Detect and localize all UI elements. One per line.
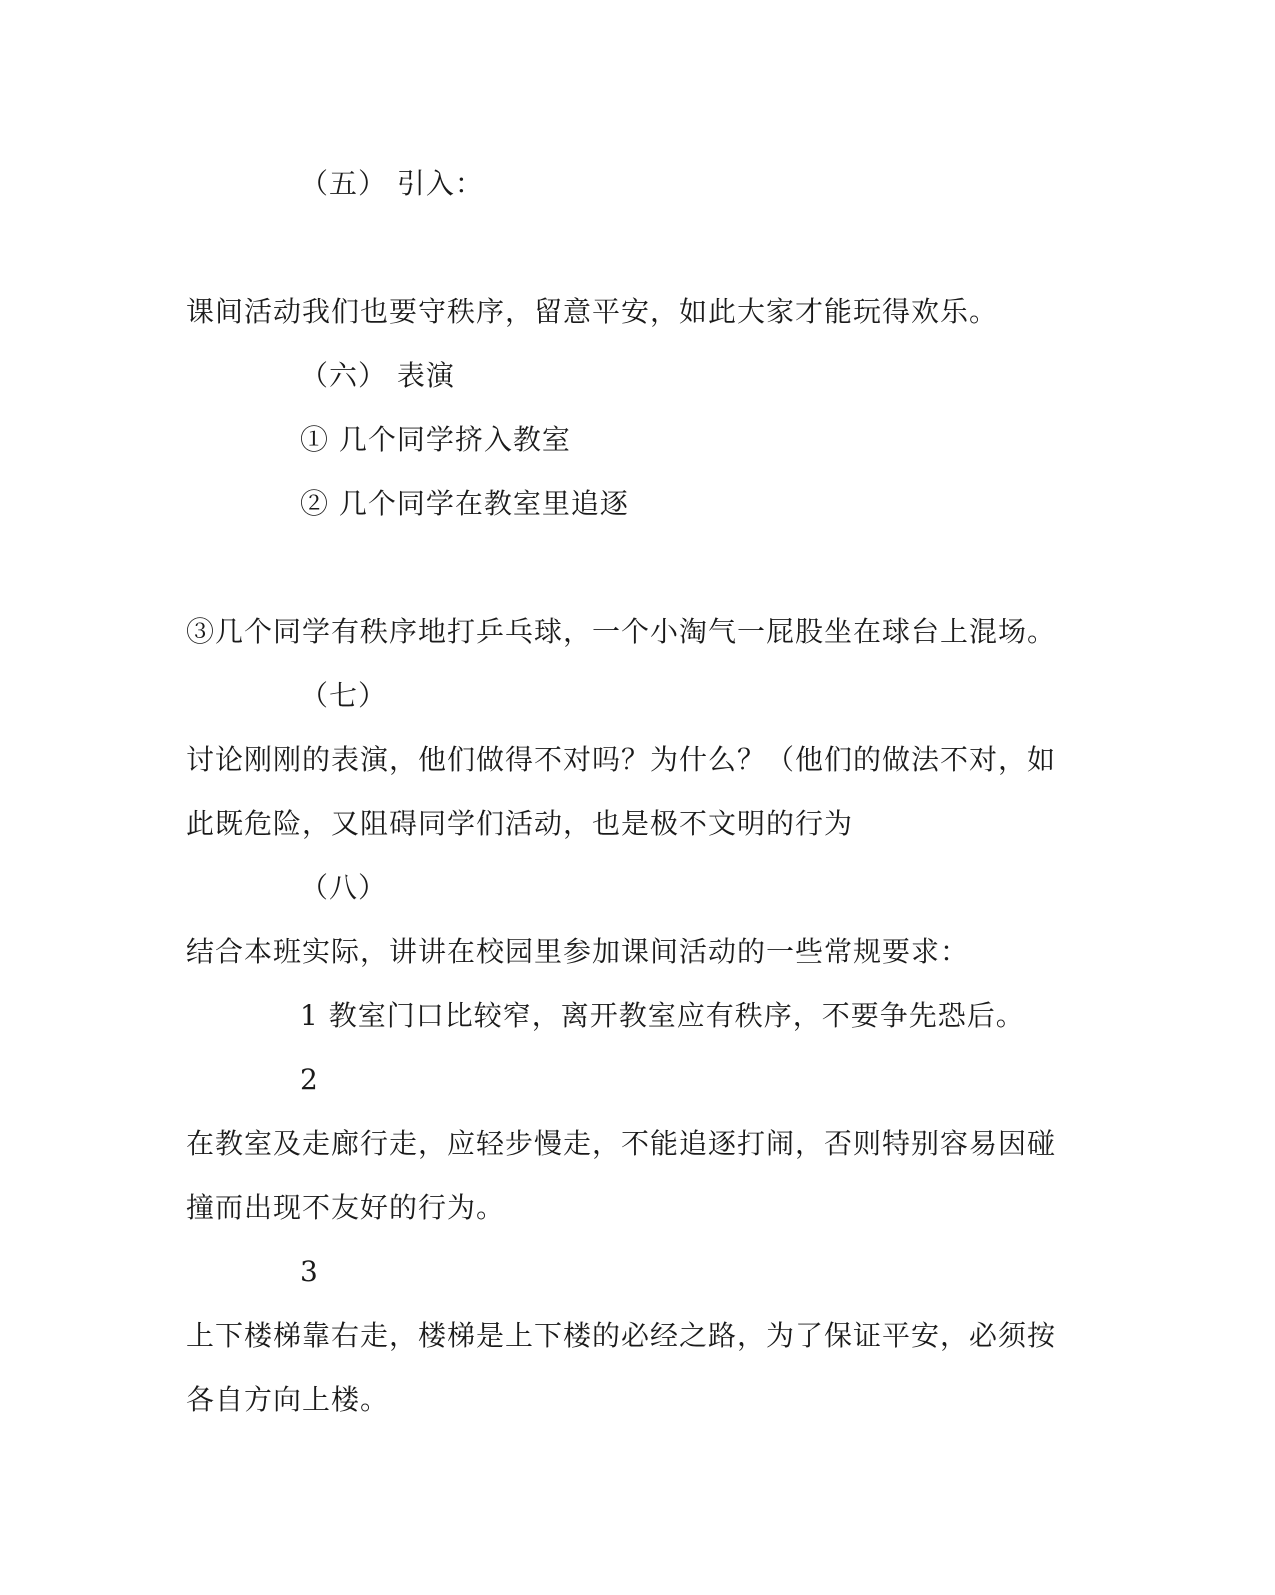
paragraph-intro: 课间活动我们也要守秩序，留意平安，如此大家才能玩得欢乐。 bbox=[186, 295, 999, 328]
requirement-2-number: 2 bbox=[300, 1063, 319, 1096]
requirement-2-line-2: 撞而出现不友好的行为。 bbox=[186, 1191, 506, 1224]
paragraph-discussion-line-2: 此既危险，又阻碍同学们活动，也是极不文明的行为 bbox=[186, 807, 854, 840]
requirement-3-number: 3 bbox=[300, 1255, 319, 1288]
section-heading-six: （六） 表演 bbox=[300, 359, 455, 392]
list-item-3: ③几个同学有秩序地打乒乓球，一个小淘气一屁股坐在球台上混场。 bbox=[186, 615, 1057, 648]
list-item-1: ① 几个同学挤入教室 bbox=[300, 423, 571, 456]
list-item-2: ② 几个同学在教室里追逐 bbox=[300, 487, 629, 520]
requirement-3-line-2: 各自方向上楼。 bbox=[186, 1383, 390, 1416]
section-heading-seven: （七） bbox=[300, 679, 388, 712]
requirement-3-line-1: 上下楼梯靠右走，楼梯是上下楼的必经之路，为了保证平安，必须按 bbox=[186, 1319, 1057, 1352]
section-heading-five: （五） 引入： bbox=[300, 167, 484, 200]
requirement-2-line-1: 在教室及走廊行走，应轻步慢走，不能追逐打闹，否则特别容易因碰 bbox=[186, 1127, 1057, 1160]
section-heading-eight: （八） bbox=[300, 871, 388, 904]
paragraph-discussion-line-1: 讨论刚刚的表演，他们做得不对吗？为什么？（他们的做法不对，如 bbox=[186, 743, 1057, 776]
requirement-1: 1 教室门口比较窄，离开教室应有秩序，不要争先恐后。 bbox=[300, 999, 1025, 1032]
paragraph-requirements: 结合本班实际，讲讲在校园里参加课间活动的一些常规要求： bbox=[186, 935, 970, 968]
